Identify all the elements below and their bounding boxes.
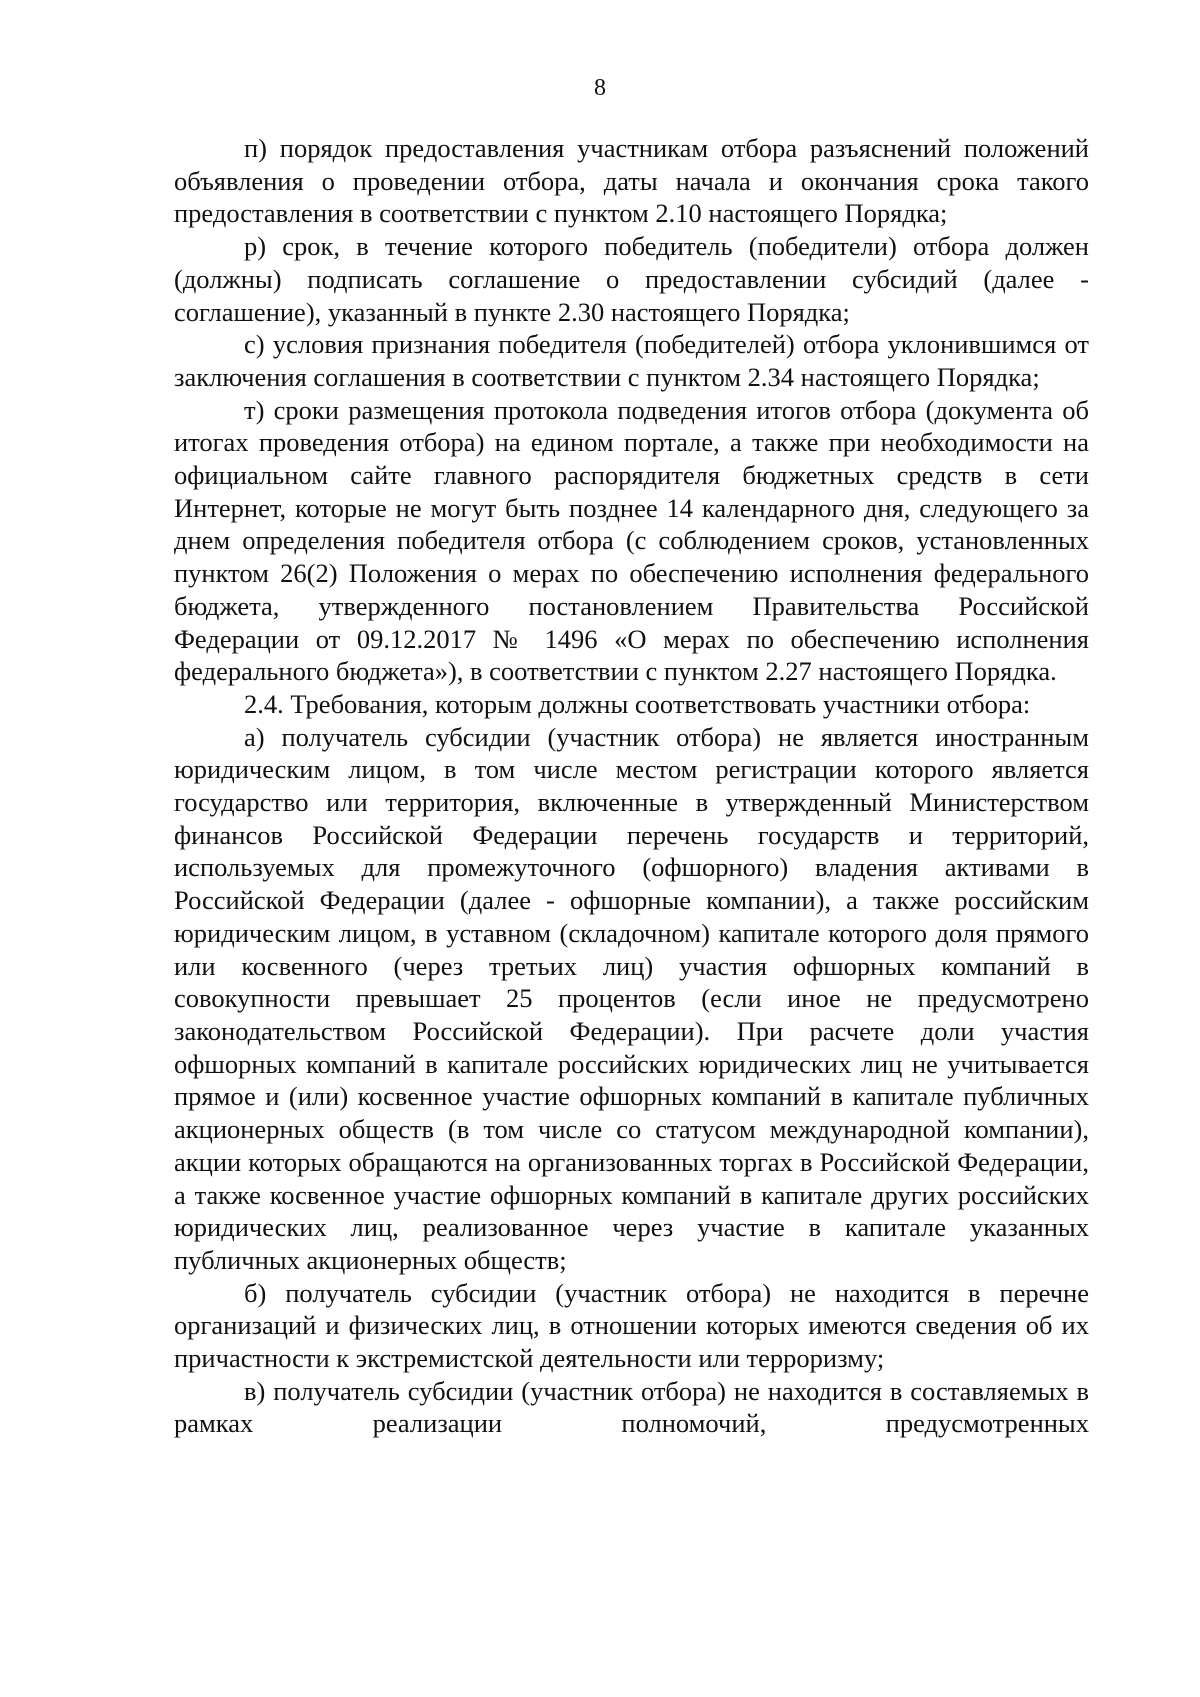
paragraph-2-4: 2.4. Требования, которым должны соответствовать участники отбора: — [244, 688, 1031, 719]
paragraph-b: б) получатель субсидии (участник отбора) не находится в перечне организаций и физических лиц, в отношении которых имеются сведения об их причастности к экстремистской деятельности или терроризму; — [174, 1277, 1089, 1374]
paragraph-a: а) получатель субсидии (участник отбора) не является иностранным юридическим лицом, в том числе местом регистрации которого является государство или территория, включенные в утвержденный Министерством финансов Российской Федерации перечень государств и территорий, используемых для промежуточного (офшорного) владения активами в Российской Федерации (далее - офшорные компании), а также российским юридическим лицом, в уставном (складочном) капитале которого доля прямого или косвенного (через третьих лиц) участия офшорных компаний в совокупности превышает 25 процентов (если иное не предусмотрено законодательством Российской Федерации). При расчете доли участия офшорных компаний в капитале российских юридических лиц не учитывается прямое и (или) косвенное участие офшорных компаний в капитале публичных акционерных обществ (в том числе со статусом международной компании), акции которых обращаются на организованных торгах в Российской Федерации, а также косвенное участие офшорных компаний в капитале других российских юридических лиц, реализованное через участие в капитале указанных публичных акционерных обществ; — [174, 721, 1089, 1275]
document-body — [174, 132, 1089, 1440]
page-number: 8 — [594, 75, 606, 101]
paragraph-p: п) порядок предоставления участникам отбора разъяснений положений объявления о проведении отбора, даты начала и окончания срока такого предоставления в соответствии с пунктом 2.10 настоящего Порядка; — [174, 133, 1089, 229]
paragraph-r: р) срок, в течение которого победитель (победители) отбора должен (должны) подписать соглашение о предоставлении субсидий (далее - соглашение), указанный в пункте 2.30 настоящего Порядка; — [174, 231, 1089, 327]
paragraph-s: с) условия признания победителя (победителей) отбора уклонившимся от заключения соглашения в соответствии с пунктом 2.34 настоящего Порядка; — [174, 329, 1089, 392]
paragraph-v: в) получатель субсидии (участник отбора) не находится в составляемых в рамках реализации полномочий, предусмотренных — [174, 1375, 1089, 1439]
paragraph-t: т) сроки размещения протокола подведения итогов отбора (документа об итогах проведения отбора) на едином портале, а также при необходимости на официальном сайте главного распорядителя бюджетных средств в сети Интернет, которые не могут быть позднее 14 календарного дня, следующего за днем определения победителя отбора (с соблюдением сроков, установленных пунктом 26(2) Положения о мерах по обеспечению исполнения федерального бюджета, утвержденного постановлением Правительства Российской Федерации от 09.12.2017 № 1496 «О мерах по обеспечению исполнения федерального бюджета»), в соответствии с пунктом 2.27 настоящего Порядка. — [174, 394, 1089, 687]
